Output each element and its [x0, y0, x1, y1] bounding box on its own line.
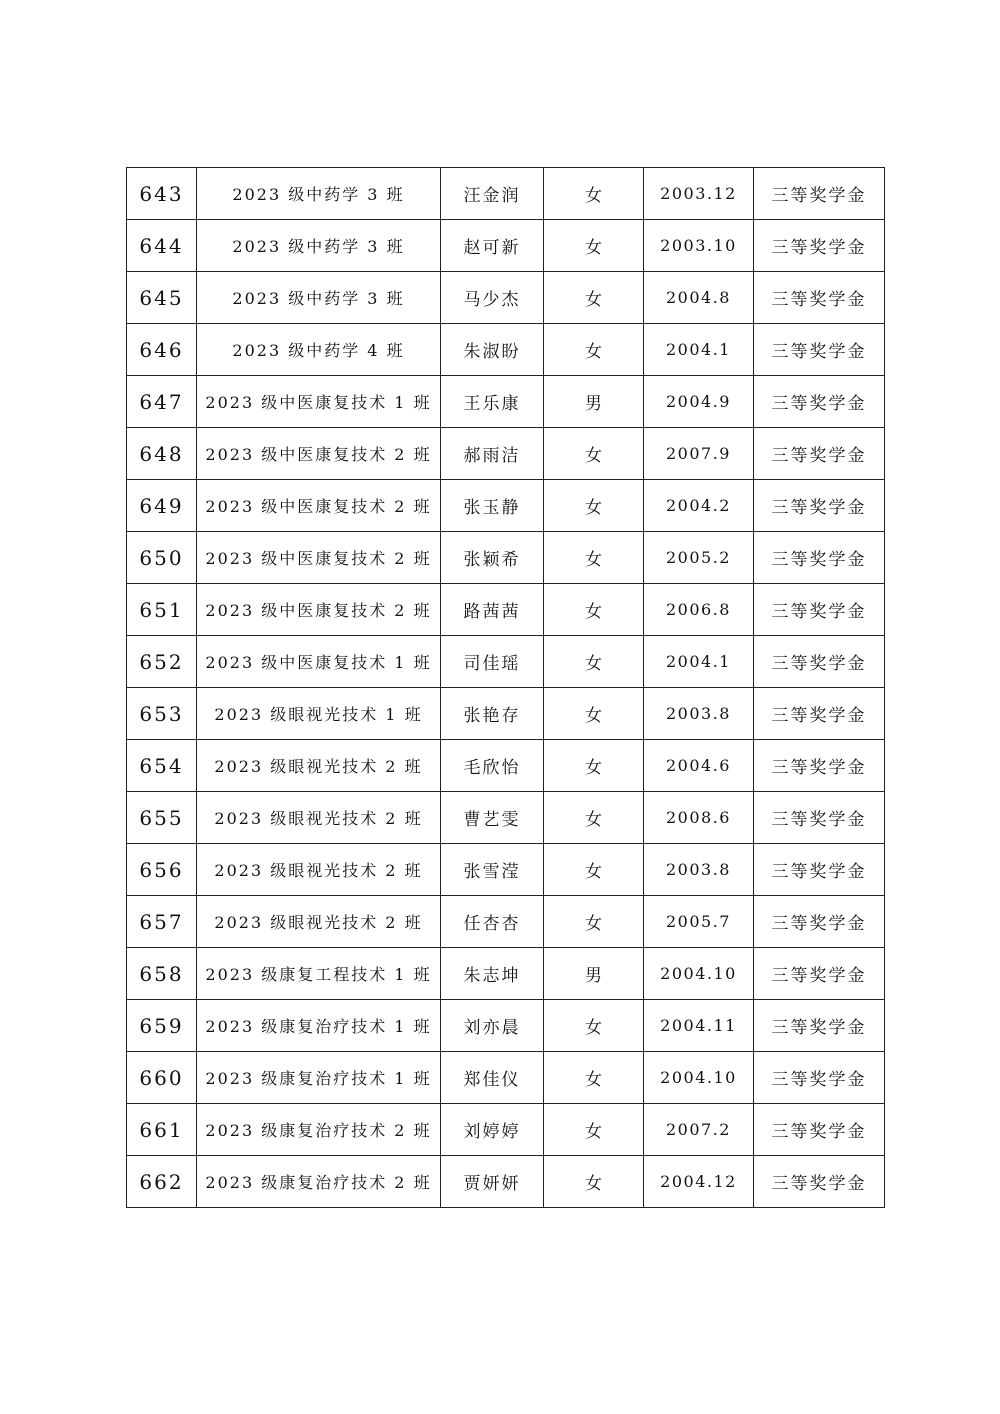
- student-name-cell: 张雪滢: [441, 844, 544, 896]
- class-name-cell: 2023 级中医康复技术 2 班: [197, 532, 441, 584]
- award-level-cell: 三等奖学金: [754, 272, 885, 324]
- award-level-cell: 三等奖学金: [754, 480, 885, 532]
- gender-cell: 女: [544, 792, 644, 844]
- award-level-cell: 三等奖学金: [754, 1000, 885, 1052]
- table-row: [127, 428, 885, 480]
- birth-date-cell: 2005.7: [644, 896, 754, 948]
- birth-date-cell: 2004.1: [644, 324, 754, 376]
- table-row: [127, 636, 885, 688]
- class-name-cell: 2023 级中药学 3 班: [197, 168, 441, 220]
- table-row: [127, 324, 885, 376]
- table-row: [127, 1104, 885, 1156]
- gender-cell: 女: [544, 168, 644, 220]
- table-row: [127, 220, 885, 272]
- award-level-cell: 三等奖学金: [754, 792, 885, 844]
- class-name-cell: 2023 级中医康复技术 1 班: [197, 376, 441, 428]
- scholarship-roster-table: [126, 167, 885, 1208]
- birth-date-cell: 2004.8: [644, 272, 754, 324]
- award-level-cell: 三等奖学金: [754, 220, 885, 272]
- gender-cell: 男: [544, 948, 644, 1000]
- class-name-cell: 2023 级中药学 3 班: [197, 220, 441, 272]
- row-number-cell: 649: [127, 480, 197, 532]
- award-level-cell: 三等奖学金: [754, 168, 885, 220]
- award-level-cell: 三等奖学金: [754, 532, 885, 584]
- student-name-cell: 司佳瑶: [441, 636, 544, 688]
- birth-date-cell: 2004.2: [644, 480, 754, 532]
- row-number-cell: 653: [127, 688, 197, 740]
- student-name-cell: 曹艺雯: [441, 792, 544, 844]
- table-row: [127, 532, 885, 584]
- gender-cell: 女: [544, 324, 644, 376]
- class-name-cell: 2023 级中医康复技术 1 班: [197, 636, 441, 688]
- student-name-cell: 郑佳仪: [441, 1052, 544, 1104]
- gender-cell: 女: [544, 636, 644, 688]
- class-name-cell: 2023 级眼视光技术 2 班: [197, 844, 441, 896]
- birth-date-cell: 2003.8: [644, 688, 754, 740]
- award-level-cell: 三等奖学金: [754, 688, 885, 740]
- gender-cell: 女: [544, 272, 644, 324]
- student-name-cell: 毛欣怡: [441, 740, 544, 792]
- class-name-cell: 2023 级康复治疗技术 2 班: [197, 1104, 441, 1156]
- student-name-cell: 刘婷婷: [441, 1104, 544, 1156]
- class-name-cell: 2023 级眼视光技术 2 班: [197, 740, 441, 792]
- birth-date-cell: 2005.2: [644, 532, 754, 584]
- row-number-cell: 648: [127, 428, 197, 480]
- table-row: [127, 948, 885, 1000]
- row-number-cell: 647: [127, 376, 197, 428]
- award-level-cell: 三等奖学金: [754, 584, 885, 636]
- birth-date-cell: 2004.6: [644, 740, 754, 792]
- gender-cell: 女: [544, 688, 644, 740]
- row-number-cell: 652: [127, 636, 197, 688]
- gender-cell: 女: [544, 844, 644, 896]
- row-number-cell: 656: [127, 844, 197, 896]
- class-name-cell: 2023 级中医康复技术 2 班: [197, 584, 441, 636]
- student-name-cell: 任杏杏: [441, 896, 544, 948]
- table-row: [127, 1156, 885, 1208]
- gender-cell: 女: [544, 1000, 644, 1052]
- birth-date-cell: 2006.8: [644, 584, 754, 636]
- row-number-cell: 655: [127, 792, 197, 844]
- class-name-cell: 2023 级眼视光技术 2 班: [197, 896, 441, 948]
- student-name-cell: 张艳存: [441, 688, 544, 740]
- class-name-cell: 2023 级中医康复技术 2 班: [197, 428, 441, 480]
- row-number-cell: 646: [127, 324, 197, 376]
- gender-cell: 女: [544, 1104, 644, 1156]
- table-row: [127, 376, 885, 428]
- table-row: [127, 896, 885, 948]
- table-row: [127, 792, 885, 844]
- award-level-cell: 三等奖学金: [754, 428, 885, 480]
- student-name-cell: 朱淑盼: [441, 324, 544, 376]
- award-level-cell: 三等奖学金: [754, 324, 885, 376]
- gender-cell: 女: [544, 896, 644, 948]
- class-name-cell: 2023 级康复治疗技术 2 班: [197, 1156, 441, 1208]
- row-number-cell: 660: [127, 1052, 197, 1104]
- birth-date-cell: 2004.12: [644, 1156, 754, 1208]
- class-name-cell: 2023 级中医康复技术 2 班: [197, 480, 441, 532]
- student-name-cell: 朱志坤: [441, 948, 544, 1000]
- birth-date-cell: 2008.6: [644, 792, 754, 844]
- table-row: [127, 740, 885, 792]
- student-name-cell: 刘亦晨: [441, 1000, 544, 1052]
- gender-cell: 女: [544, 480, 644, 532]
- award-level-cell: 三等奖学金: [754, 740, 885, 792]
- row-number-cell: 651: [127, 584, 197, 636]
- row-number-cell: 650: [127, 532, 197, 584]
- gender-cell: 女: [544, 1052, 644, 1104]
- award-level-cell: 三等奖学金: [754, 948, 885, 1000]
- class-name-cell: 2023 级眼视光技术 1 班: [197, 688, 441, 740]
- table-row: [127, 688, 885, 740]
- row-number-cell: 661: [127, 1104, 197, 1156]
- student-name-cell: 路茜茜: [441, 584, 544, 636]
- birth-date-cell: 2004.11: [644, 1000, 754, 1052]
- gender-cell: 女: [544, 220, 644, 272]
- table-row: [127, 480, 885, 532]
- table-row: [127, 168, 885, 220]
- row-number-cell: 644: [127, 220, 197, 272]
- award-level-cell: 三等奖学金: [754, 636, 885, 688]
- gender-cell: 女: [544, 428, 644, 480]
- gender-cell: 男: [544, 376, 644, 428]
- gender-cell: 女: [544, 584, 644, 636]
- student-name-cell: 王乐康: [441, 376, 544, 428]
- row-number-cell: 654: [127, 740, 197, 792]
- birth-date-cell: 2003.10: [644, 220, 754, 272]
- birth-date-cell: 2003.8: [644, 844, 754, 896]
- award-level-cell: 三等奖学金: [754, 376, 885, 428]
- birth-date-cell: 2003.12: [644, 168, 754, 220]
- gender-cell: 女: [544, 1156, 644, 1208]
- class-name-cell: 2023 级眼视光技术 2 班: [197, 792, 441, 844]
- row-number-cell: 645: [127, 272, 197, 324]
- gender-cell: 女: [544, 740, 644, 792]
- student-name-cell: 汪金润: [441, 168, 544, 220]
- table-row: [127, 1052, 885, 1104]
- award-level-cell: 三等奖学金: [754, 1104, 885, 1156]
- class-name-cell: 2023 级中药学 3 班: [197, 272, 441, 324]
- row-number-cell: 643: [127, 168, 197, 220]
- award-level-cell: 三等奖学金: [754, 1156, 885, 1208]
- student-name-cell: 贾妍妍: [441, 1156, 544, 1208]
- birth-date-cell: 2004.1: [644, 636, 754, 688]
- student-name-cell: 马少杰: [441, 272, 544, 324]
- birth-date-cell: 2004.10: [644, 948, 754, 1000]
- student-name-cell: 张玉静: [441, 480, 544, 532]
- class-name-cell: 2023 级中药学 4 班: [197, 324, 441, 376]
- award-level-cell: 三等奖学金: [754, 1052, 885, 1104]
- table-body: [127, 168, 885, 1208]
- student-name-cell: 郝雨洁: [441, 428, 544, 480]
- student-name-cell: 张颖希: [441, 532, 544, 584]
- birth-date-cell: 2007.9: [644, 428, 754, 480]
- birth-date-cell: 2004.9: [644, 376, 754, 428]
- row-number-cell: 662: [127, 1156, 197, 1208]
- table-row: [127, 272, 885, 324]
- row-number-cell: 659: [127, 1000, 197, 1052]
- award-level-cell: 三等奖学金: [754, 844, 885, 896]
- award-level-cell: 三等奖学金: [754, 896, 885, 948]
- birth-date-cell: 2004.10: [644, 1052, 754, 1104]
- class-name-cell: 2023 级康复工程技术 1 班: [197, 948, 441, 1000]
- gender-cell: 女: [544, 532, 644, 584]
- table-row: [127, 584, 885, 636]
- table-row: [127, 844, 885, 896]
- row-number-cell: 657: [127, 896, 197, 948]
- student-name-cell: 赵可新: [441, 220, 544, 272]
- row-number-cell: 658: [127, 948, 197, 1000]
- class-name-cell: 2023 级康复治疗技术 1 班: [197, 1000, 441, 1052]
- class-name-cell: 2023 级康复治疗技术 1 班: [197, 1052, 441, 1104]
- birth-date-cell: 2007.2: [644, 1104, 754, 1156]
- table-row: [127, 1000, 885, 1052]
